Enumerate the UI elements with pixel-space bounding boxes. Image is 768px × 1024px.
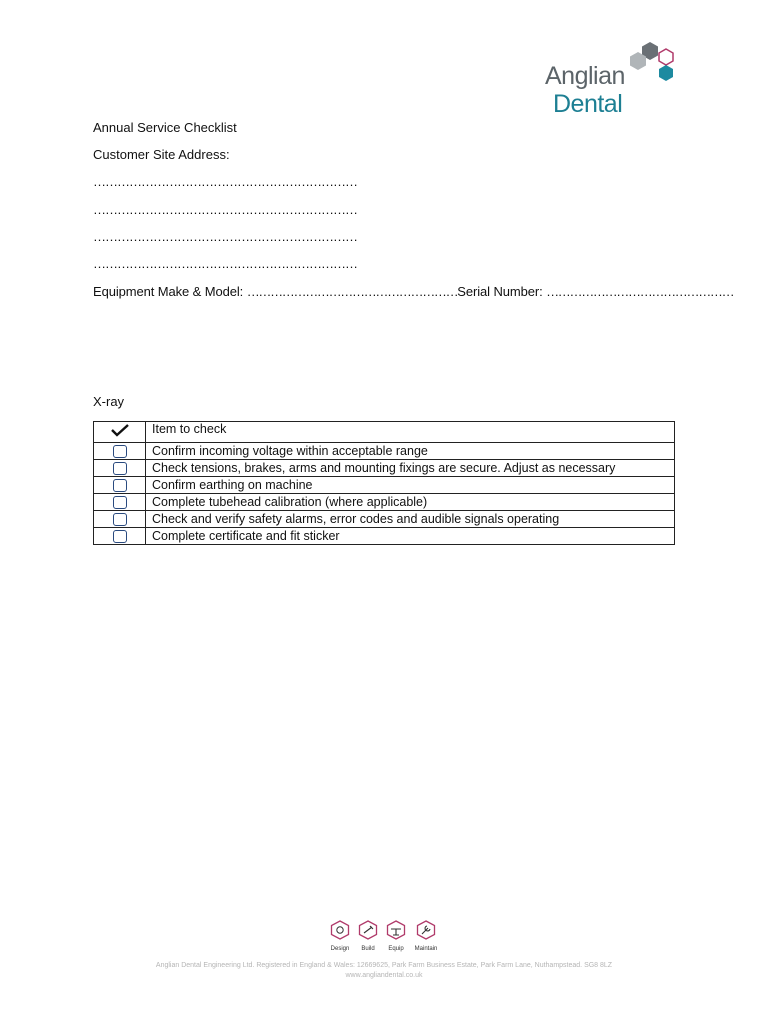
equip-icon bbox=[385, 920, 407, 940]
serial-number-dots: ………………………………………… bbox=[546, 284, 734, 299]
footer-maintain bbox=[412, 920, 440, 952]
company-logo bbox=[540, 40, 680, 122]
footer-website-link[interactable]: www.angliandental.co.uk bbox=[345, 972, 423, 979]
address-line-1: ………………………………………………………… bbox=[93, 174, 357, 189]
equipment-make-label: Equipment Make & Model: bbox=[93, 284, 247, 299]
build-label: Build bbox=[361, 946, 375, 952]
checkbox-cell[interactable] bbox=[94, 494, 146, 511]
footer-equip bbox=[382, 920, 410, 952]
table-row bbox=[94, 528, 675, 545]
table-row bbox=[94, 511, 675, 528]
equip-label: Equip bbox=[388, 946, 404, 952]
item-text: Check tensions, brakes, arms and mounting fixings are secure. Adjust as necessary bbox=[146, 460, 675, 477]
build-icon bbox=[357, 920, 379, 940]
table-row bbox=[94, 494, 675, 511]
checklist-table bbox=[93, 421, 675, 545]
checkbox[interactable] bbox=[113, 445, 127, 458]
address-label: Customer Site Address: bbox=[93, 147, 230, 162]
header-check-cell bbox=[94, 422, 146, 443]
table-row bbox=[94, 477, 675, 494]
footer-service-icons bbox=[326, 920, 442, 952]
checkbox-cell[interactable] bbox=[94, 511, 146, 528]
design-icon bbox=[329, 920, 351, 940]
logo-text-dental: Dental bbox=[553, 90, 623, 118]
table-row bbox=[94, 460, 675, 477]
checkbox[interactable] bbox=[113, 462, 127, 475]
item-text: Confirm incoming voltage within acceptable range bbox=[146, 443, 675, 460]
equipment-make-dots: ……………………………………………… bbox=[246, 284, 458, 299]
design-label: Design bbox=[330, 946, 350, 952]
checkbox-cell[interactable] bbox=[94, 443, 146, 460]
document-title: Annual Service Checklist bbox=[93, 120, 237, 135]
footer-build bbox=[354, 920, 382, 952]
checkbox[interactable] bbox=[113, 513, 127, 526]
serial-number-label: Serial Number: bbox=[457, 284, 547, 299]
checkbox-cell[interactable] bbox=[94, 528, 146, 545]
item-text: Check and verify safety alarms, error codes and audible signals operating bbox=[146, 511, 675, 528]
maintain-label: Maintain bbox=[414, 946, 438, 952]
section-title-xray: X-ray bbox=[93, 394, 125, 409]
address-line-4: ………………………………………………………… bbox=[93, 256, 357, 271]
table-row bbox=[94, 443, 675, 460]
checkmark-icon bbox=[110, 422, 130, 438]
item-text: Complete tubehead calibration (where applicable) bbox=[146, 494, 675, 511]
header-item-cell: Item to check bbox=[146, 422, 675, 443]
checkbox-cell[interactable] bbox=[94, 460, 146, 477]
maintain-icon bbox=[415, 920, 437, 940]
item-text: Confirm earthing on machine bbox=[146, 477, 675, 494]
footer-company-info: Anglian Dental Engineering Ltd. Registered in England & Wales: 12669625, Park Farm Business Estate, Park Farm Lane, Nuthampstead. SG8 8LZ bbox=[155, 962, 613, 969]
checkbox[interactable] bbox=[113, 530, 127, 543]
address-line-3: ………………………………………………………… bbox=[93, 229, 357, 244]
equipment-line bbox=[93, 284, 733, 299]
checkbox[interactable] bbox=[113, 479, 127, 492]
footer-design bbox=[326, 920, 354, 952]
logo-text-anglian: Anglian bbox=[545, 62, 625, 90]
checkbox-cell[interactable] bbox=[94, 477, 146, 494]
checkbox[interactable] bbox=[113, 496, 127, 509]
item-text: Complete certificate and fit sticker bbox=[146, 528, 675, 545]
address-line-2: ………………………………………………………… bbox=[93, 202, 357, 217]
table-header-row bbox=[94, 422, 675, 443]
hexagon-logo-icon bbox=[622, 40, 678, 84]
